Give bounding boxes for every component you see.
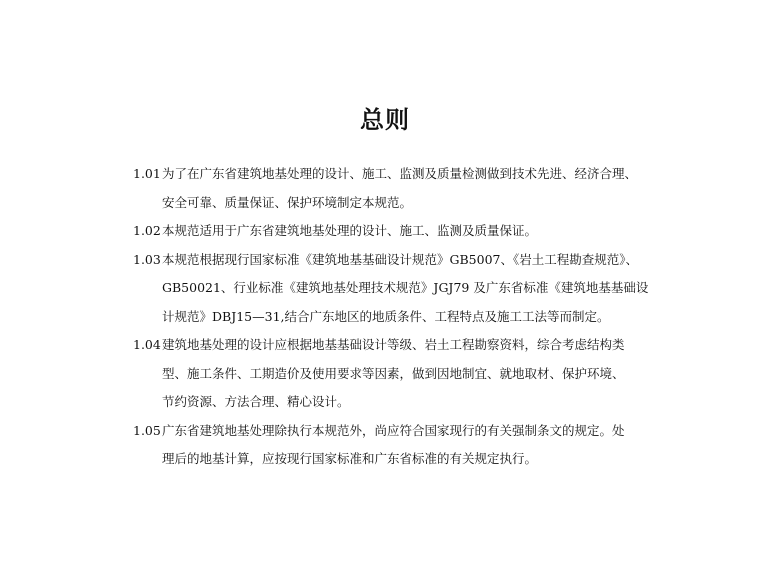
clause-text-line: 建筑地基处理的设计应根据地基基础设计等级、岩土工程勘察资料，综合考虑结构类 <box>162 337 625 352</box>
clause-1-04 <box>133 331 643 417</box>
clause-1-05 <box>133 417 643 474</box>
clause-text-line: 为了在广东省建筑地基处理的设计、施工、监测及质量检测做到技术先进、经济合理、 <box>162 166 638 181</box>
clause-number: 1.05 <box>133 422 161 438</box>
clause-text-line: 计规范》DBJ15—31,结合广东地区的地质条件、工程特点及施工工法等而制定。 <box>162 308 610 324</box>
clause-text-line: GB50021、行业标准《建筑地基处理技术规范》JGJ79 及广东省标准《建筑地基基础设 <box>162 280 649 295</box>
clause-number: 1.04 <box>133 337 161 352</box>
clause-1-03 <box>133 246 649 332</box>
page-title: 总则 <box>360 106 410 134</box>
clause-text-line: 理后的地基计算，应按现行国家标准和广东省标准的有关规定执行。 <box>162 451 538 466</box>
clause-1-01 <box>133 160 643 217</box>
clause-number: 1.03 <box>133 251 161 267</box>
clause-text-line: 本规范根据现行国家标准《建筑地基基础设计规范》GB5007、《岩土工程勘查规范》、 <box>162 251 638 267</box>
clause-text-line: 型、施工条件、工期造价及使用要求等因素，做到因地制宜、就地取材、保护环境、 <box>162 365 625 381</box>
clause-number: 1.01 <box>133 166 161 181</box>
clause-number: 1.02 <box>133 223 161 238</box>
clause-list <box>133 160 649 474</box>
clause-text-line: 节约资源、方法合理、精心设计。 <box>162 394 350 409</box>
clause-text-line: 广东省建筑地基处理除执行本规范外，尚应符合国家现行的有关强制条文的规定。处 <box>162 422 625 438</box>
clause-1-02 <box>133 217 643 246</box>
clause-text-line: 本规范适用于广东省建筑地基处理的设计、施工、监测及质量保证。 <box>162 223 538 238</box>
clause-text-line: 安全可靠、质量保证、保护环境制定本规范。 <box>162 194 413 210</box>
